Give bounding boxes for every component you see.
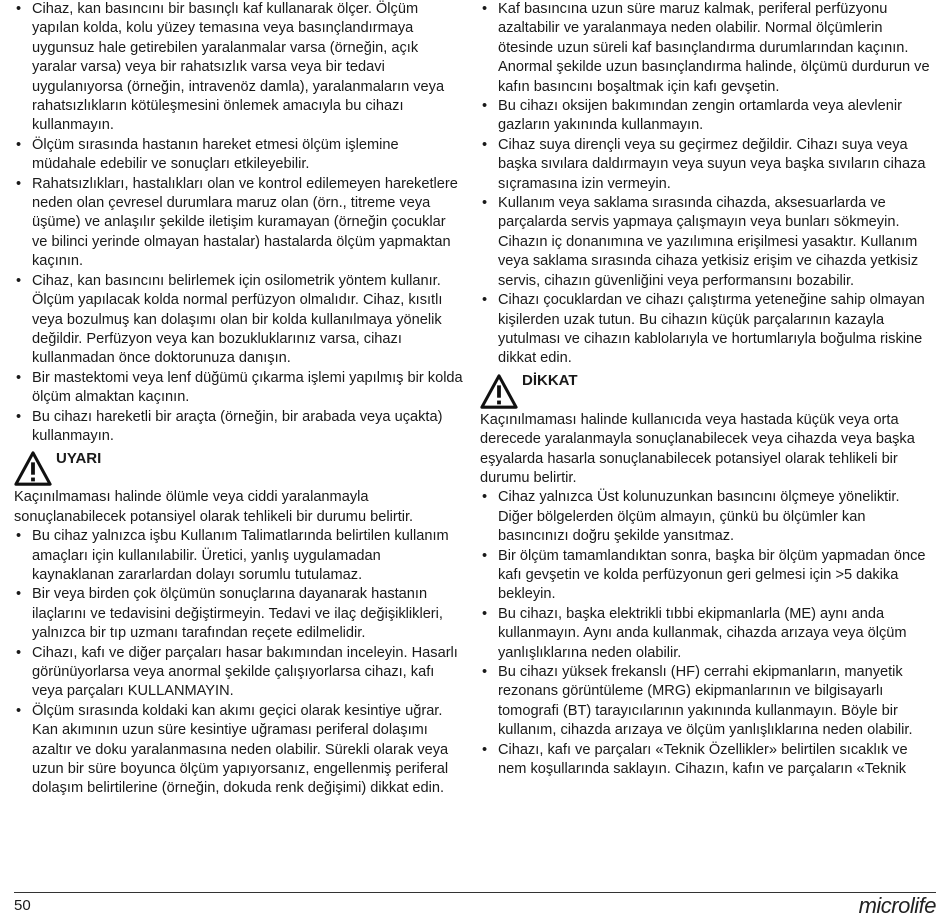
list-item: • Cihaz yalnızca Üst kolunuzunkan basıncını ölçmeye yöneliktir. Diğer bölgelerden ölçüm almayın, çünkü bu ölçümler kan basıncınızı doğru şekilde yansıtmaz.: [480, 488, 930, 546]
list-item: • Bir ölçüm tamamlandıktan sonra, başka bir ölçüm yapmadan önce kafı gevşetin ve kolda perfüzyonun geri gelmesi için >5 dakika bekleyin.: [480, 547, 930, 605]
list-item: • Kullanım veya saklama sırasında cihazda, aksesuarlarda ve parçalarda servis yapmaya çalışmayın veya bunları sökmeyin. Cihazın iç donanımına ve yazılımına erişilmesi yasaktır. Kullanım veya saklama sırasında cihaza yetkisiz erişim ve cihazda yetkisiz servis, cihazın güvenliğini veya performansını bozabilir.: [480, 194, 930, 291]
right-top-list: [480, 0, 930, 369]
left-top-list: [14, 0, 464, 446]
list-item: • Bir mastektomi veya lenf düğümü çıkarma işlemi yapılmış bir kolda ölçüm almaktan kaçının.: [14, 369, 464, 408]
left-column: [14, 0, 464, 799]
warning-list: [14, 527, 464, 799]
warning-triangle-icon: [14, 450, 52, 488]
page-number: 50: [14, 897, 31, 914]
right-column: [480, 0, 930, 779]
list-item: • Bu cihazı hareketli bir araçta (örneğin, bir arabada veya uçakta) kullanmayın.: [14, 408, 464, 447]
list-item: • Cihaz, kan basıncını bir basınçlı kaf kullanarak ölçer. Ölçüm yapılan kolda, kolu yüzey temasına veya basınçlandırmaya uygunsuz hale getirebilen yaralanmalar varsa (örneğin, açık yaralar varsa) veya bir rahatsızlık varsa veya bir tedavi uygulanıyorsa (örneğin, intravenöz damla), yaralanmaların veya rahatsızlıkların kötüleşmesini önlemek amacıyla bu cihazı kullanmayın.: [14, 0, 464, 136]
warning-intro: Kaçınılmaması halinde ölümle veya ciddi yaralanmayla sonuçlanabilecek potansiyel olarak tehlikeli bir durumu belirtir.: [14, 489, 414, 525]
caution-list: [480, 488, 930, 779]
list-item: • Cihazı çocuklardan ve cihazı çalıştırma yeteneğine sahip olmayan kişilerden uzak tutun. Bu cihazın küçük parçalarının kazayla yutulması ve cihazın kablolarıyla ve hortumlarıyla boğulma riskine dikkat edin.: [480, 291, 930, 369]
list-item: • Bu cihazı oksijen bakımından zengin ortamlarda veya alevlenir gazların yakınında kullanmayın.: [480, 97, 930, 136]
list-item: • Bu cihazı, başka elektrikli tıbbi ekipmanlarla (ME) aynı anda kullanmayın. Aynı anda kullanmak, cihazda arızaya veya ölçüm yanlışlıklarına neden olabilir.: [480, 605, 930, 663]
warning-triangle-icon: [480, 373, 518, 411]
list-item: • Ölçüm sırasında koldaki kan akımı geçici olarak kesintiye uğrar. Kan akımının uzun süre kesintiye uğraması periferal dolaşımı azaltır ve doku yaralanmasına neden olabilir. Sürekli olarak veya uzun bir süre boyunca ölçüm yapıyorsanız, engellenmiş periferal dolaşım belirtilerine (örneğin, dokuda renk değişimi) dikkat edin.: [14, 702, 464, 799]
list-item: • Cihaz, kan basıncını belirlemek için osilometrik yöntem kullanır. Ölçüm yapılacak kolda normal perfüzyon olmalıdır. Cihaz, kısıtlı veya bozulmuş kan dolaşımı olan bir kolda kullanılmaya yönelik değildir. Perfüzyon veya kan bozukluklarınız varsa, cihazı kullanmadan önce doktorunuza danışın.: [14, 272, 464, 369]
caution-intro: Kaçınılmaması halinde kullanıcıda veya hastada küçük veya orta derecede yaralanmayla sonuçlanabilecek veya cihazda veya başka eşyalarda hasarla sonuçlanabilecek potansiyel olarak tehlikeli bir durumu belirtir.: [480, 411, 915, 486]
brand-logo: microlife: [858, 893, 936, 918]
list-item: • Cihazı, kafı ve diğer parçaları hasar bakımından inceleyin. Hasarlı görünüyorlarsa veya anormal şekilde çalışıyorlarsa cihazı, kafı veya parçaları KULLANMAYIN.: [14, 644, 464, 702]
list-item: • Ölçüm sırasında hastanın hareket etmesi ölçüm işlemine müdahale edebilir ve sonuçları etkileyebilir.: [14, 136, 464, 175]
warning-heading: [14, 446, 464, 488]
caution-label: DİKKAT: [522, 372, 578, 390]
list-item: • Bir veya birden çok ölçümün sonuçlarına dayanarak hastanın ilaçlarını ve tedavisini değiştirmeyin. Tedavi ve ilaç değişiklikleri, yalnızca bir tıp uzmanı tarafından reçete edilmelidir.: [14, 585, 464, 643]
list-item: • Bu cihazı yüksek frekanslı (HF) cerrahi ekipmanların, manyetik rezonans görüntüleme (MRG) ekipmanlarının ve bilgisayarlı tomografi (BT) tarayıcılarının yakınında kullanmayın. Böyle bir kullanım, cihazda arızaya ve ölçüm yanlışlıklarına neden olabilir.: [480, 663, 930, 741]
list-item: • Rahatsızlıkları, hastalıkları olan ve kontrol edilemeyen hareketlere neden olan çevresel durumlara maruz olan (örn., titreme veya üşüme) ve anlaşılır şekilde iletişim kuramayan (örneğin çocuklar ve bilinci yerinde olmayan hastalar) hastalarda ölçüm yapmaktan kaçının.: [14, 175, 464, 272]
list-item: • Cihaz suya dirençli veya su geçirmez değildir. Cihazı suya veya başka sıvılara daldırmayın veya suyun veya başka sıvıların cihaza sıçramasına izin vermeyin.: [480, 136, 930, 194]
list-item: • Kaf basıncına uzun süre maruz kalmak, periferal perfüzyonu azaltabilir ve yaralanmaya neden olabilir. Normal ölçümlerin ötesinde uzun süreli kaf basınçlandırma durumlarından kaçının. Anormal şekilde uzun basınçlandırma halinde, ölçümü durdurun ve kafın basıncını boşaltmak için kafı gevşetin.: [480, 0, 930, 97]
warning-label: UYARI: [56, 449, 102, 467]
caution-heading: [480, 369, 930, 411]
footer-divider: [14, 892, 936, 893]
list-item: • Bu cihaz yalnızca işbu Kullanım Talimatlarında belirtilen kullanım amaçları için kullanılabilir. Üretici, yanlış uygulamadan kaynaklanan zararlardan dolayı sorumlu tutulamaz.: [14, 527, 464, 585]
list-item: • Cihazı, kafı ve parçaları «Teknik Özellikler» belirtilen sıcaklık ve nem koşullarında saklayın. Cihazın, kafın ve parçaların «Teknik: [480, 741, 930, 780]
